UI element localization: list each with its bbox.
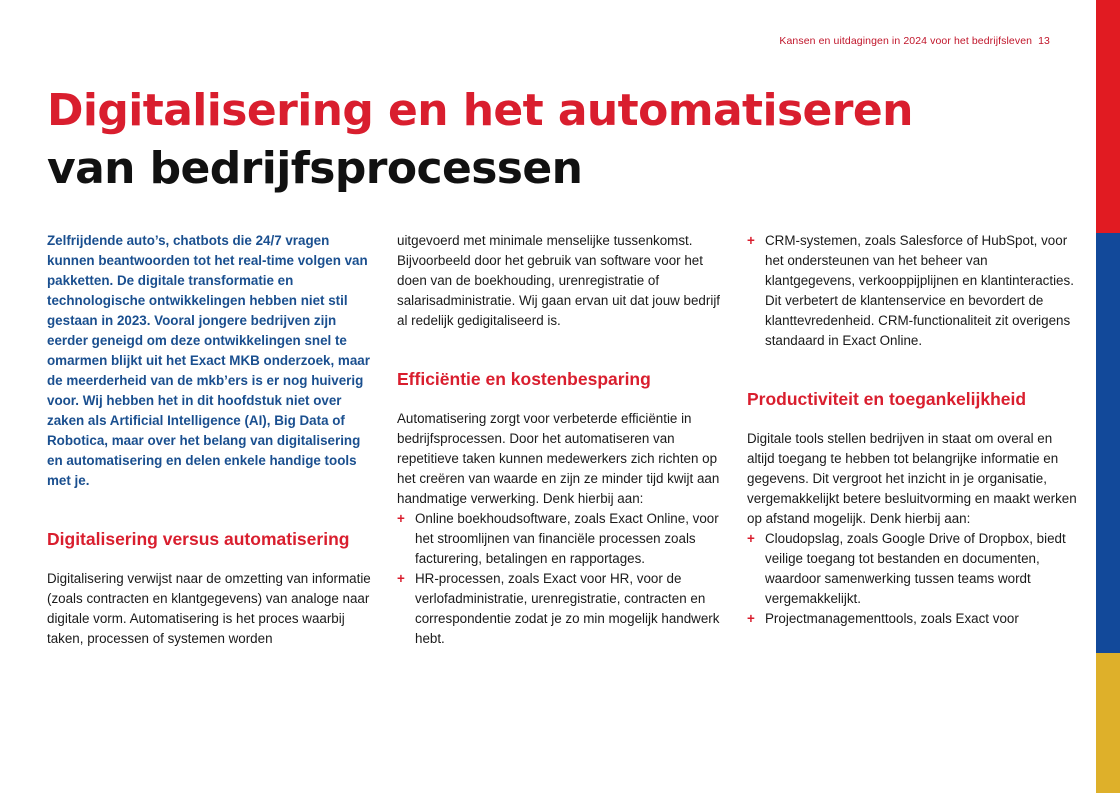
list-item-text: Cloudopslag, zoals Google Drive of Dropbox, biedt veilige toegang tot bestanden en documenten, waardoor samenwerking tussen teams wordt vergemakkelijkt. <box>765 531 1066 606</box>
body-paragraph: Automatisering zorgt voor verbeterde efficiëntie in bedrijfsprocessen. Door het automatiseren van repetitieve taken kunnen medewerkers zich richten op het creëren van waarde en zijn ze minder tijd kwijt aan handmatige verwerking. Denk hierbij aan: <box>397 411 720 506</box>
body-paragraph-continuation: uitgevoerd met minimale menselijke tussenkomst. Bijvoorbeeld door het gebruik van software voor het doen van de boekhouding, urenregistratie of salarisadministratie. Wij gaan ervan uit dat jouw bedrijf al redelijk gedigitaliseerd is. <box>397 233 721 328</box>
list-item <box>747 231 1077 351</box>
section-heading-efficientie: Efficiëntie en kostenbesparing <box>397 369 651 389</box>
column-2 <box>397 231 727 649</box>
color-bar-blue <box>1096 233 1120 653</box>
page-number: 13 <box>1038 35 1050 47</box>
list-item-text: CRM-systemen, zoals Salesforce of HubSpot, voor het ondersteunen van het beheer van klantgegevens, verkooppijplijnen en klantinteracties. Dit verbetert de klantenservice en bevordert de klanttevredenheid. CRM-functionaliteit zit overigens standaard in Exact Online. <box>765 233 1074 348</box>
running-header-title: Kansen en uitdagingen in 2024 voor het bedrijfsleven <box>779 35 1033 47</box>
color-bar-red <box>1096 0 1120 233</box>
page-title-line-1: Digitalisering en het automatiseren <box>47 85 913 136</box>
list-item <box>747 609 1077 629</box>
intro-paragraph: Zelfrijdende auto’s, chatbots die 24/7 vragen kunnen beantwoorden tot het real-time volgen van pakketten. De digitale transformatie en technologische ontwikkelingen hebben niet stil gestaan in 2023. Vooral jongere bedrijven zijn eerder geneigd om deze ontwikkelingen snel te omarmen blijkt uit het Exact MKB onderzoek, maar de meerderheid van de mkb’ers is er nog huiverig voor. Wij hebben het in dit hoofdstuk niet over zaken als Artificial Intelligence (AI), Big Data of Robotica, maar over het belang van digitalisering en automatisering en delen enkele handige tools met je. <box>47 233 370 488</box>
list-item-text: Online boekhoudsoftware, zoals Exact Online, voor het stroomlijnen van financiële processen zoals facturering, betalingen en rapportages. <box>415 511 719 566</box>
section-heading-productiviteit: Productiviteit en toegankelijkheid <box>747 389 1027 409</box>
list-item-text: Projectmanagementtools, zoals Exact voor <box>765 611 1019 626</box>
brand-color-bar <box>1096 0 1120 793</box>
column-3 <box>747 231 1077 629</box>
plus-icon: + <box>747 611 755 626</box>
body-paragraph: Digitalisering verwijst naar de omzetting van informatie (zoals contracten en klantgegevens) van analoge naar digitale vorm. Automatisering is het proces waarbij taken, processen of systemen worden <box>47 571 371 646</box>
list-item <box>397 509 727 569</box>
page-title <box>47 82 913 198</box>
list-item <box>747 529 1077 609</box>
column-1 <box>47 231 377 649</box>
body-paragraph: Digitale tools stellen bedrijven in staat om overal en altijd toegang te hebben tot belangrijke informatie en gegevens. Dit vergroot het inzicht in je organisatie, vergemakkelijkt betere besluitvorming en maakt werken op afstand mogelijk. Denk hierbij aan: <box>747 431 1077 526</box>
page-title-line-2: van bedrijfsprocessen <box>47 143 583 194</box>
color-bar-yellow <box>1096 653 1120 793</box>
plus-icon: + <box>397 511 405 526</box>
section-heading-digitalisering: Digitalisering versus automatisering <box>47 529 350 549</box>
bullet-list <box>397 509 727 649</box>
bullet-list <box>747 231 1077 351</box>
plus-icon: + <box>397 571 405 586</box>
plus-icon: + <box>747 531 755 546</box>
list-item-text: HR-processen, zoals Exact voor HR, voor de verlofadministratie, urenregistratie, contracten en correspondentie zodat je zo min mogelijk handwerk hebt. <box>415 571 720 646</box>
plus-icon: + <box>747 233 755 248</box>
list-item <box>397 569 727 649</box>
bullet-list <box>747 529 1077 629</box>
running-header <box>779 35 1050 47</box>
